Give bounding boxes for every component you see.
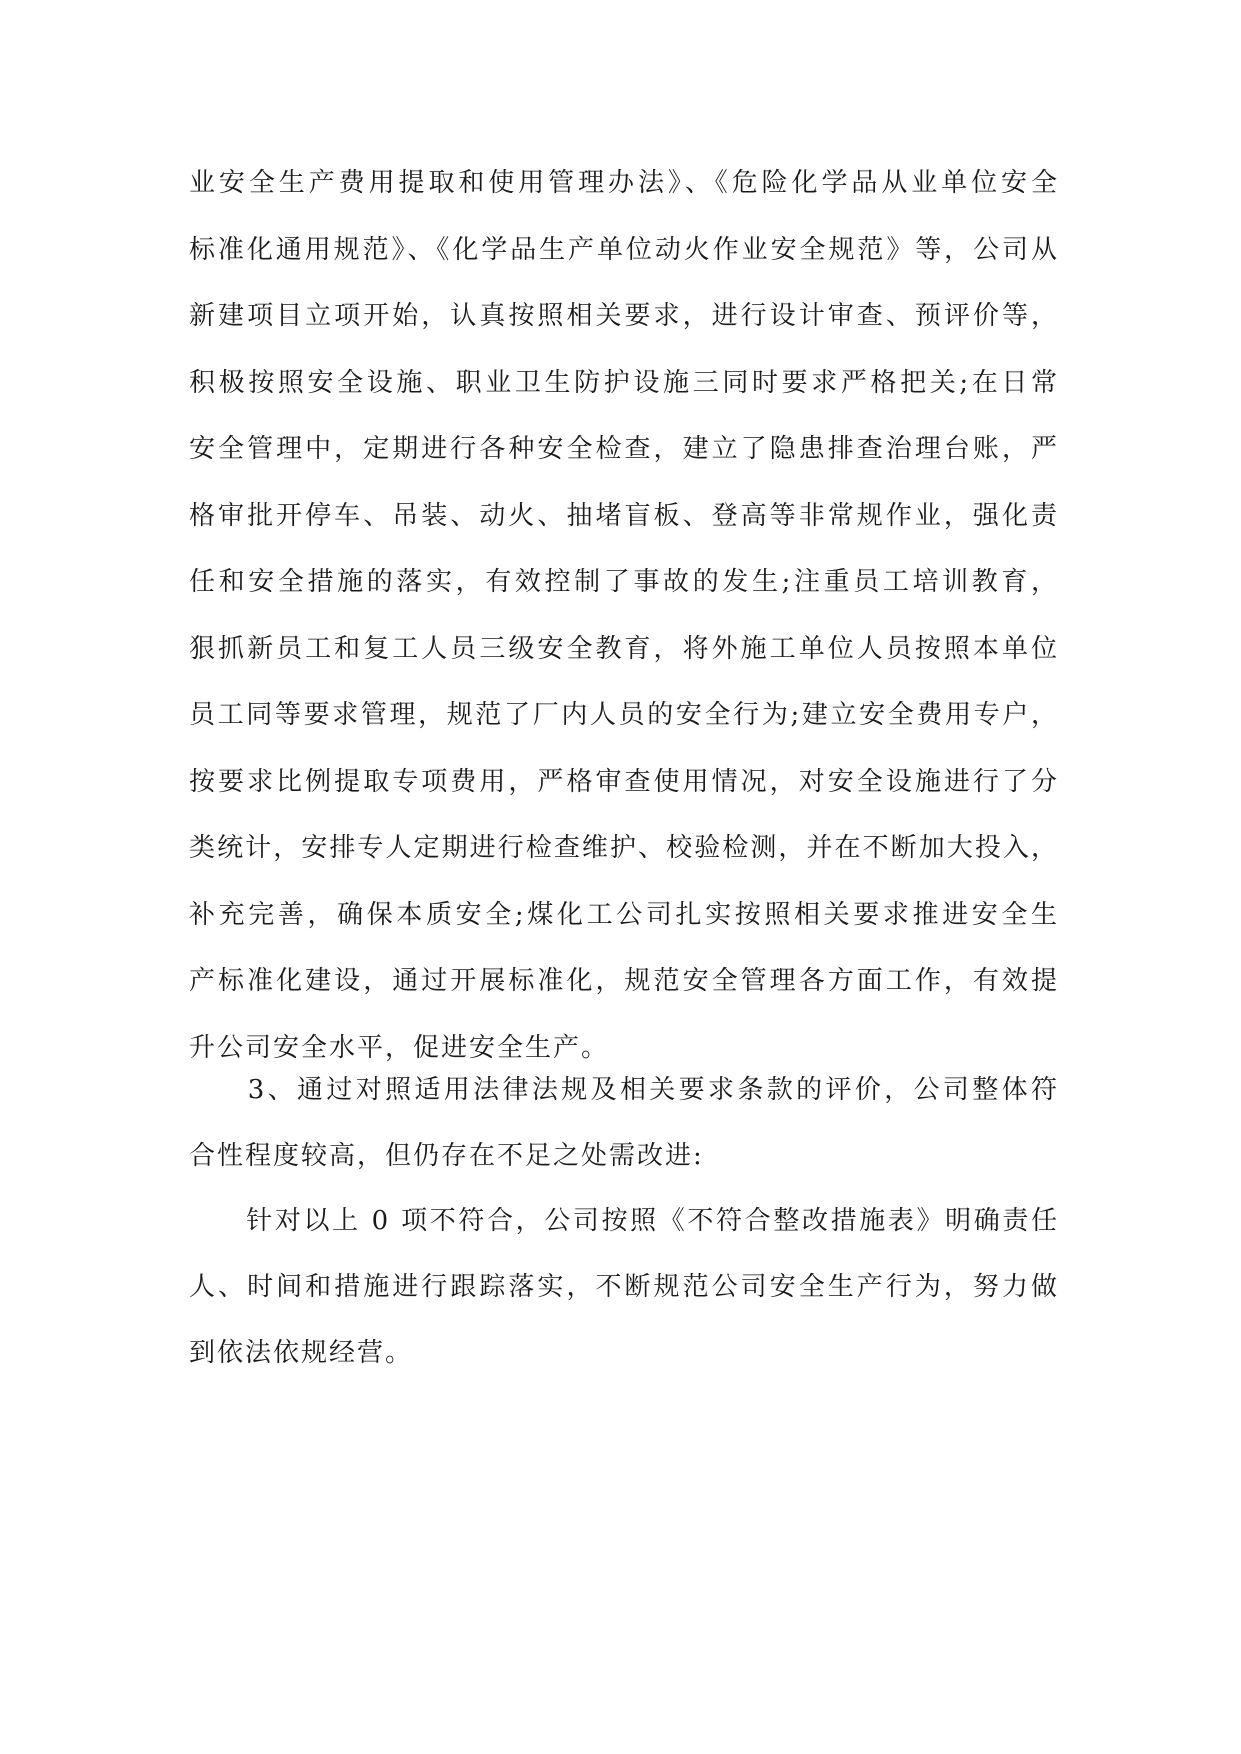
paragraph-line: 新建项目立项开始，认真按照相关要求，进行设计审查、预评价等， bbox=[189, 301, 1059, 331]
paragraph-line: 标准化通用规范》、《化学品生产单位动火作业安全规范》等，公司从 bbox=[189, 234, 1059, 265]
paragraph-safety-management bbox=[189, 165, 1059, 1096]
paragraph-line: 合性程度较高，但仍存在不足之处需改进: bbox=[189, 1141, 704, 1171]
paragraph-line: 业安全生产费用提取和使用管理办法》、《危险化学品从业单位安全 bbox=[189, 168, 1059, 198]
paragraph-line: 按要求比例提取专项费用，严格审查使用情况，对安全设施进行了分 bbox=[189, 766, 1059, 797]
paragraph-line: 积极按照安全设施、职业卫生防护设施三同时要求严格把关;在日常 bbox=[189, 367, 1059, 398]
paragraph-line: 狠抓新员工和复工人员三级安全教育，将外施工单位人员按照本单位 bbox=[189, 633, 1059, 664]
paragraph-line: 针对以上 0 项不符合，公司按照《不符合整改措施表》明确责任 bbox=[189, 1206, 1059, 1236]
paragraph-line: 类统计，安排专人定期进行检查维护、校验检测，并在不断加大投入， bbox=[189, 833, 1059, 863]
paragraph-line: 人、时间和措施进行跟踪落实，不断规范公司安全生产行为，努力做 bbox=[189, 1272, 1059, 1302]
paragraph-line: 安全管理中，定期进行各种安全检查，建立了隐患排查治理台账，严 bbox=[189, 434, 1059, 464]
paragraph-line: 升公司安全水平，促进安全生产。 bbox=[189, 1032, 610, 1063]
paragraph-line: 3、通过对照适用法律法规及相关要求条款的评价，公司整体符 bbox=[189, 1075, 1059, 1105]
paragraph-line: 到依法依规经营。 bbox=[189, 1338, 414, 1368]
paragraph-line: 格审批开停车、吊装、动火、抽堵盲板、登高等非常规作业，强化责 bbox=[189, 500, 1059, 531]
paragraph-line: 任和安全措施的落实，有效控制了事故的发生;注重员工培训教育， bbox=[189, 567, 1059, 597]
paragraph-line: 补充完善，确保本质安全;煤化工公司扎实按照相关要求推进安全生 bbox=[189, 899, 1059, 930]
paragraph-line: 产标准化建设，通过开展标准化，规范安全管理各方面工作，有效提 bbox=[189, 966, 1059, 996]
paragraph-evaluation-result bbox=[189, 1072, 1059, 1204]
paragraph-line: 员工同等要求管理，规范了厂内人员的安全行为;建立安全费用专户， bbox=[189, 700, 1059, 730]
paragraph-corrective-actions bbox=[189, 1203, 1059, 1401]
